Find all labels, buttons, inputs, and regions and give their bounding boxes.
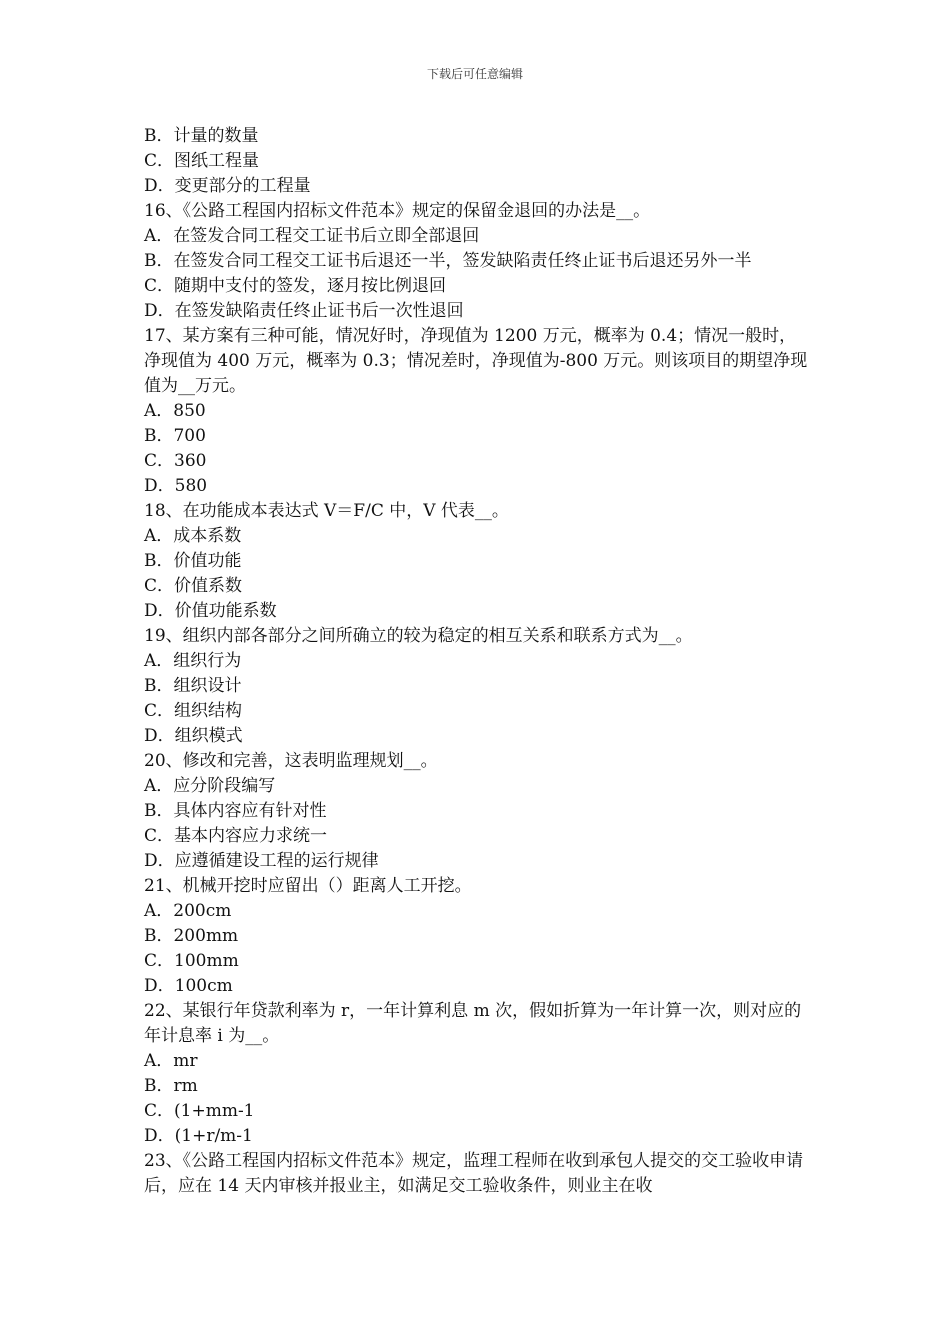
text-line: C．100mm (144, 951, 239, 971)
question-17: 17、某方案有三种可能，情况好时，净现值为 1200 万元，概率为 0.4；情况一般时，净现值为 400 万元，概率为 0.3；情况差时，净现值为-800 万元。则该项目的期望净现值为__万元。 (144, 326, 808, 396)
question-23: 23、《公路工程国内招标文件范本》规定，监理工程师在收到承包人提交的交工验收申请后，应在 14 天内审核并报业主，如满足交工验收条件，则业主在收 (144, 1151, 804, 1196)
text-line: D．组织模式 (144, 726, 243, 746)
question-18: 18、在功能成本表达式 V＝F/C 中，V 代表__。 (144, 501, 509, 521)
text-line: A．850 (144, 401, 206, 421)
text-line: A．组织行为 (144, 651, 242, 671)
document-body (144, 124, 808, 1199)
text-line: C．(1+mm-1 (144, 1101, 255, 1121)
question-21: 21、机械开挖时应留出（）距离人工开挖。 (144, 876, 472, 896)
text-line: D．100cm (144, 976, 233, 996)
text-line: C．价值系数 (144, 576, 243, 596)
text-line: B．700 (144, 426, 206, 446)
text-line: C．随期中支付的签发，逐月按比例退回 (144, 276, 447, 296)
text-line: B．价值功能 (144, 551, 242, 571)
text-line: B．计量的数量 (144, 126, 259, 146)
page-header: 下载后可任意编辑 (426, 67, 523, 81)
text-line: A．成本系数 (144, 526, 242, 546)
question-19: 19、组织内部各部分之间所确立的较为稳定的相互关系和联系方式为__。 (144, 626, 693, 646)
text-line: B．在签发合同工程交工证书后退还一半，签发缺陷责任终止证书后退还另外一半 (144, 251, 752, 271)
text-line: C．基本内容应力求统一 (144, 826, 328, 846)
question-16: 16、《公路工程国内招标文件范本》规定的保留金退回的办法是__。 (144, 201, 651, 221)
text-line: D．应遵循建设工程的运行规律 (144, 851, 379, 871)
text-line: C．组织结构 (144, 701, 243, 721)
text-line: D．(1+r/m-1 (144, 1126, 253, 1146)
text-line: A．应分阶段编写 (144, 776, 276, 796)
text-line: A．在签发合同工程交工证书后立即全部退回 (144, 226, 480, 246)
text-line: D．变更部分的工程量 (144, 176, 311, 196)
text-line: A．mr (144, 1051, 198, 1071)
text-line: B．组织设计 (144, 676, 242, 696)
text-line: C．360 (144, 451, 207, 471)
text-line: D．580 (144, 476, 208, 496)
text-line: C．图纸工程量 (144, 151, 260, 171)
question-22: 22、某银行年贷款利率为 r，一年计算利息 m 次，假如折算为一年计算一次，则对应的年计息率 i 为__。 (144, 1001, 802, 1046)
text-line: D．在签发缺陷责任终止证书后一次性退回 (144, 301, 464, 321)
text-line: B．具体内容应有针对性 (144, 801, 327, 821)
text-line: D．价值功能系数 (144, 601, 277, 621)
question-20: 20、修改和完善，这表明监理规划__。 (144, 751, 438, 771)
text-line: B．200mm (144, 926, 239, 946)
text-line: A．200cm (144, 901, 232, 921)
text-line: B．rm (144, 1076, 198, 1096)
